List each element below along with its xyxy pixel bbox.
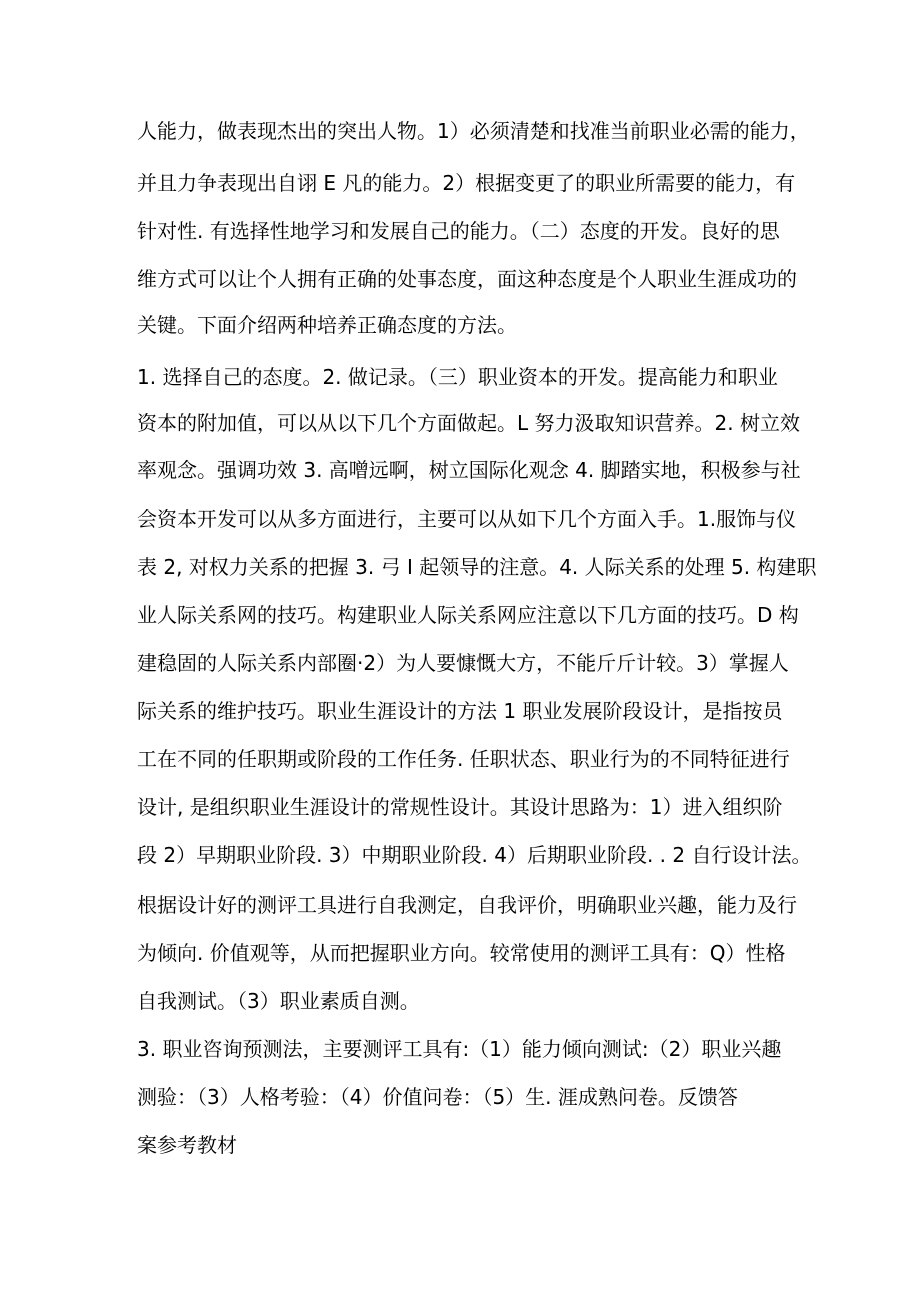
- text-line: 自我测试。（3）职业素质自测。: [137, 989, 420, 1013]
- text-line: 关键。下面介绍两种培养正确态度的方法。: [137, 313, 517, 337]
- text-line: 针对性. 有选择性地学习和发展自己的能力。（二）态度的开发。良好的思: [137, 219, 780, 243]
- text-line: 资本的附加值，可以从以下几个方面做起。L 努力汲取知识营养。2. 树立效: [137, 411, 800, 435]
- text-line: 设计, 是组织职业生涯设计的常规性设计。其设计思路为：1）进入组织阶: [137, 795, 783, 819]
- text-line: 测验：（3）人格考验：（4）价值问卷：（5）生. 涯成熟问卷。反馈答: [137, 1085, 738, 1109]
- text-line: 工在不同的任职期或阶段的工作任务. 任职状态、职业行为的不同特征进行: [137, 747, 790, 771]
- text-line: 案参考教材: [137, 1133, 237, 1157]
- text-line: 会资本开发可以从多方面进行，主要可以从如下几个方面入手。1.服饰与仪: [137, 507, 797, 531]
- text-line: 率观念。强调功效 3. 高噌远啊，树立国际化观念 4. 脚踏实地，积极参与社: [137, 458, 801, 482]
- text-line: 并且力争表现出自诩 E 凡的能力。2）根据变更了的职业所需要的能力，有: [137, 171, 796, 195]
- text-line: 表 2, 对权力关系的把握 3. 弓 I 起领导的注意。4. 人际关系的处理 5. 构建职: [137, 555, 817, 579]
- text-line: 3. 职业咨询预测法，主要测评工具有:（1）能力倾向测试:（2）职业兴趣: [137, 1037, 782, 1061]
- text-line: 1. 选择自己的态度。2. 做记录。（三）职业资本的开发。提高能力和职业: [137, 365, 778, 389]
- text-line: 段 2）早期职业阶段. 3）中期职业阶段. 4）后期职业阶段. . 2 自行设计法。: [137, 843, 812, 867]
- text-line: 业人际关系网的技巧。构建职业人际关系网应注意以下几方面的技巧。D 构: [137, 603, 799, 627]
- text-line: 维方式可以让个人拥有正确的处事态度，面这种态度是个人职业生涯成功的: [137, 267, 797, 291]
- text-line: 人能力，做表现杰出的突出人物。1）必须清楚和找准当前职业必需的能力，: [137, 119, 810, 143]
- text-line: 根据设计好的测评工具进行自我测定，自我评价，明确职业兴趣，能力及行: [137, 893, 797, 917]
- text-line: 为倾向. 价值观等，从而把握职业方向。较常使用的测评工具有：Q）性格: [137, 941, 786, 965]
- text-line: 建稳固的人际关系内部圈·2）为人要慷慨大方，不能斤斤计较。3）掌握人: [137, 651, 789, 675]
- text-line: 际关系的维护技巧。职业生涯设计的方法 1 职业发展阶段设计，是指按员: [137, 699, 783, 723]
